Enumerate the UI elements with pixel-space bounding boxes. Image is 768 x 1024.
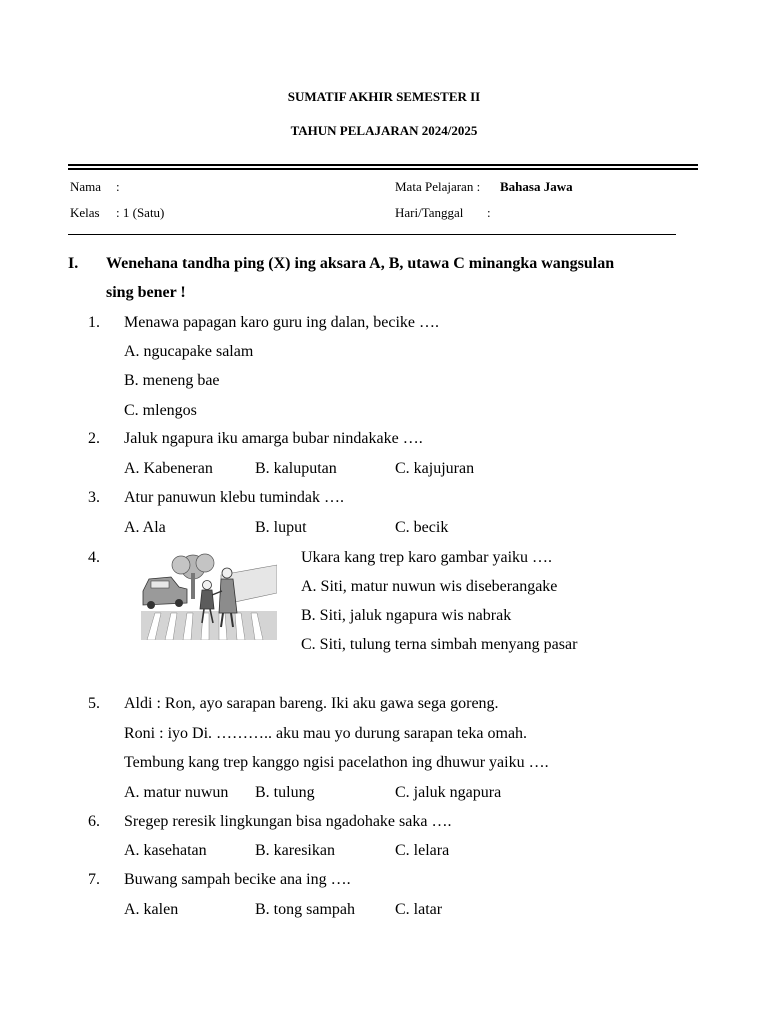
name-label: Nama xyxy=(70,179,102,194)
option-a: A. kasehatan xyxy=(124,842,207,859)
question-number: 4. xyxy=(88,549,100,566)
subject-value: Bahasa Jawa xyxy=(500,179,573,194)
header-rule-bottom xyxy=(68,168,698,170)
option-c: C. jaluk ngapura xyxy=(395,784,502,801)
option-b: B. meneng bae xyxy=(124,372,220,389)
crossing-illustration xyxy=(141,553,277,640)
name-colon: : xyxy=(116,179,120,194)
class-value: : 1 (Satu) xyxy=(116,205,165,220)
option-c: C. lelara xyxy=(395,842,450,859)
option-b: B. luput xyxy=(255,519,307,536)
question-number: 6. xyxy=(88,813,100,830)
question-number: 2. xyxy=(88,430,100,447)
option-a: A. Kabeneran xyxy=(124,460,213,477)
identity-rule xyxy=(68,234,676,235)
question-number: 3. xyxy=(88,489,100,506)
option-a: A. Siti, matur nuwun wis diseberangake xyxy=(301,578,558,595)
option-c: C. latar xyxy=(395,901,443,918)
section-numeral: I. xyxy=(68,255,79,272)
question-text: Atur panuwun klebu tumindak …. xyxy=(124,489,344,506)
option-a: A. Ala xyxy=(124,519,166,536)
option-a: A. ngucapake salam xyxy=(124,343,254,360)
dialog-line-1: Aldi : Ron, ayo sarapan bareng. Iki aku gawa sega goreng. xyxy=(124,695,499,712)
section-instruction-cont: sing bener ! xyxy=(106,284,186,301)
question-number: 7. xyxy=(88,871,100,888)
option-b: B. karesikan xyxy=(255,842,335,859)
option-c: C. Siti, tulung terna simbah menyang pasar xyxy=(301,636,578,653)
question-text: Buwang sampah becike ana ing …. xyxy=(124,871,351,888)
date-label: Hari/Tanggal xyxy=(395,205,464,220)
option-c: C. becik xyxy=(395,519,449,536)
question-number: 1. xyxy=(88,314,100,331)
option-b: B. kaluputan xyxy=(255,460,337,477)
question-number: 5. xyxy=(88,695,100,712)
question-text: Menawa papagan karo guru ing dalan, becike …. xyxy=(124,314,439,331)
option-b: B. Siti, jaluk ngapura wis nabrak xyxy=(301,607,512,624)
question-text: Sregep reresik lingkungan bisa ngadohake saka …. xyxy=(124,813,452,830)
date-colon: : xyxy=(487,205,491,220)
question-text: Ukara kang trep karo gambar yaiku …. xyxy=(301,549,553,566)
class-label: Kelas xyxy=(70,205,100,220)
section-instruction: Wenehana tandha ping (X) ing aksara A, B, utawa C minangka wangsulan xyxy=(106,255,615,272)
header-rule-top xyxy=(68,164,698,166)
question-text: Tembung kang trep kanggo ngisi pacelathon ing dhuwur yaiku …. xyxy=(124,754,549,771)
dialog-line-2: Roni : iyo Di. ……….. aku mau yo durung sarapan teka omah. xyxy=(124,725,528,742)
question-text: Jaluk ngapura iku amarga bubar nindakake …. xyxy=(124,430,423,447)
option-a: A. matur nuwun xyxy=(124,784,229,801)
option-c: C. kajujuran xyxy=(395,460,475,477)
option-b: B. tulung xyxy=(255,784,315,801)
subject-label: Mata Pelajaran : xyxy=(395,179,481,194)
academic-year: TAHUN PELAJARAN 2024/2025 xyxy=(290,123,478,138)
option-c: C. mlengos xyxy=(124,402,197,419)
exam-title: SUMATIF AKHIR SEMESTER II xyxy=(287,89,481,104)
option-b: B. tong sampah xyxy=(255,901,355,918)
option-a: A. kalen xyxy=(124,901,179,918)
